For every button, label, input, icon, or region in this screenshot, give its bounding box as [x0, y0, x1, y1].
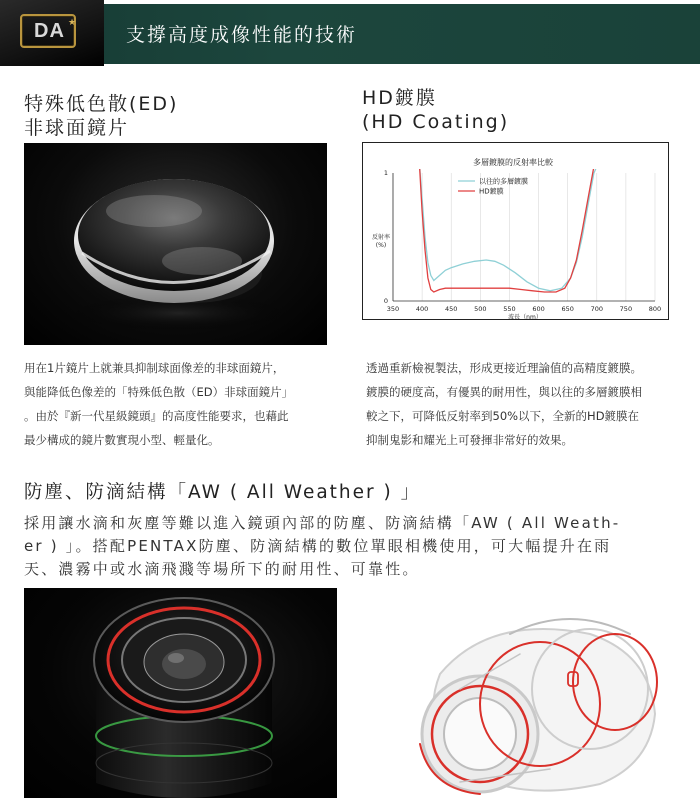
ed-title-line1: 特殊低色散(ED) — [24, 93, 179, 115]
chart-x-tick-label: 450 — [445, 305, 458, 313]
da-badge — [0, 0, 104, 66]
chart-xlabel: 波長（nm） — [508, 314, 542, 319]
chart-x-tick-label: 600 — [532, 305, 545, 313]
aw-paragraph-line: 天、濃霧中或水滴飛濺等場所下的耐用性、可靠性。 — [24, 560, 420, 578]
ed-paragraph-line: 用在1片鏡片上就兼具抑制球面像差的非球面鏡片， — [24, 361, 285, 375]
chart-ylabel-unit: (%) — [375, 242, 387, 249]
chart-legend-label: HD鍍膜 — [479, 187, 504, 196]
hd-title-line2: (HD Coating) — [362, 111, 510, 133]
aw-paragraph-line: er ) 」。搭配PENTAX防塵、防滴結構的數位單眼相機使用，可大幅提升在雨 — [24, 537, 612, 555]
da-logo-text: DA — [34, 20, 65, 42]
page-header — [0, 0, 700, 66]
header-title: 支撐高度成像性能的技術 — [126, 24, 358, 46]
hd-paragraph-line: 鍍膜的硬度高，有優異的耐用性，與以往的多層鍍膜相 — [366, 385, 642, 399]
chart-y-tick-label: 1 — [383, 169, 388, 177]
reflectance-chart — [362, 142, 669, 320]
lens-mount-icon — [24, 588, 337, 798]
chart-x-tick-label: 650 — [561, 305, 574, 313]
hd-paragraph — [366, 356, 676, 452]
ed-title-line2: 非球面鏡片 — [24, 117, 130, 139]
chart-x-tick-label: 500 — [474, 305, 487, 313]
chart-x-tick-label: 750 — [619, 305, 633, 313]
ed-paragraph-line: 與能降低色像差的「特殊低色散（ED）非球面鏡片」 — [24, 385, 294, 399]
chart-x-tick-label: 400 — [415, 305, 429, 313]
hd-paragraph-line: 透過重新檢視製法，形成更接近理論值的高精度鍍膜。 — [366, 361, 642, 375]
ed-paragraph-line: 最少構成的鏡片數實現小型、輕量化。 — [24, 433, 220, 447]
ed-lens-photo — [24, 143, 327, 345]
chart-title: 多層鍍膜的反射率比較 — [473, 158, 553, 167]
aw-paragraph-line: 採用讓水滴和灰塵等難以進入鏡頭內部的防塵、防滴結構「AW ( All Weath- — [24, 514, 621, 532]
aw-paragraph — [24, 512, 680, 581]
chart-ylabel: 反射率 — [371, 234, 391, 241]
aw-lens-photo — [24, 588, 337, 798]
chart-x-tick-label: 800 — [648, 305, 662, 313]
star-icon: ★ — [68, 18, 77, 28]
weather-seal-cutaway-icon — [400, 594, 670, 802]
reflectance-chart-svg — [363, 143, 668, 319]
da-logo-box — [20, 14, 76, 48]
hd-paragraph-line: 較之下，可降低反射率到50%以下，全新的HD鍍膜在 — [366, 409, 640, 423]
cutaway-diagram — [400, 594, 670, 802]
hd-title-line1: HD鍍膜 — [362, 87, 437, 109]
chart-x-tick-label: 700 — [590, 305, 603, 313]
hd-section-title — [362, 86, 682, 134]
ed-paragraph — [24, 356, 334, 452]
chart-x-tick-label: 350 — [386, 305, 400, 313]
hd-paragraph-line: 抑制鬼影和耀光上可發揮非常好的效果。 — [366, 433, 573, 447]
aw-section-title: 防塵、防滴結構「AW ( All Weather ) 」 — [24, 482, 422, 503]
ed-paragraph-line: 。由於『新一代星級鏡頭』的高度性能要求，也藉此 — [24, 409, 289, 423]
chart-x-tick-label: 550 — [503, 305, 516, 313]
ed-section-title — [24, 92, 324, 140]
chart-y-tick-label: 0 — [383, 297, 388, 305]
chart-legend-label: 以往的多層鍍膜 — [479, 177, 528, 186]
aspherical-lens-icon — [24, 143, 327, 345]
